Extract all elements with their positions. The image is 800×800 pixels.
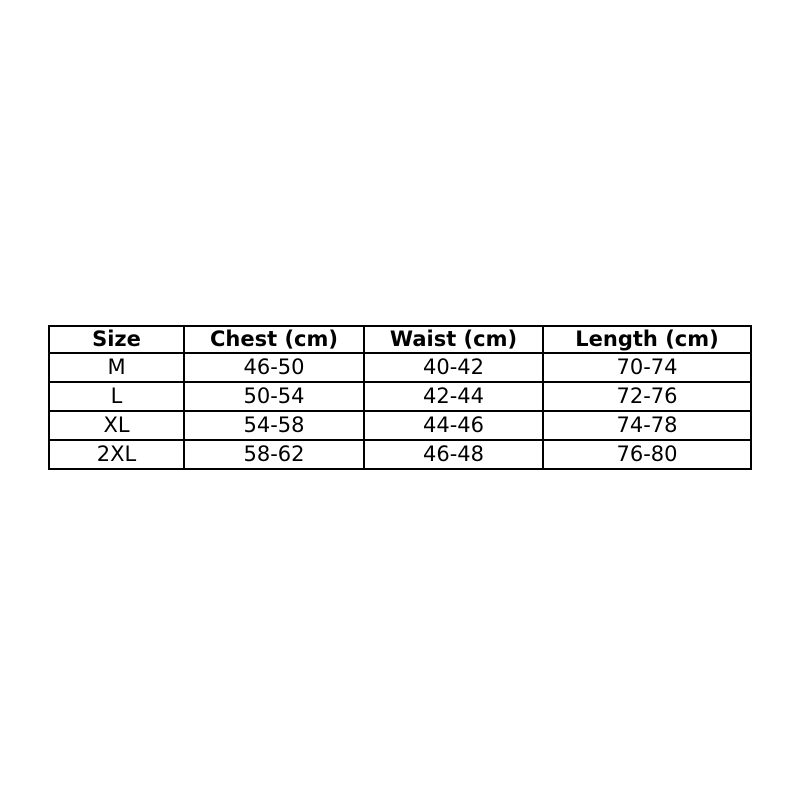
cell-length: 70-74 [543,353,751,382]
cell-length: 74-78 [543,411,751,440]
table-row-2xl [49,440,751,469]
cell-waist: 40-42 [364,353,543,382]
cell-size: XL [49,411,184,440]
cell-size: M [49,353,184,382]
cell-size: 2XL [49,440,184,469]
column-header-size: Size [49,326,184,353]
column-header-length: Length (cm) [543,326,751,353]
cell-chest: 58-62 [184,440,364,469]
cell-length: 72-76 [543,382,751,411]
cell-waist: 46-48 [364,440,543,469]
column-header-chest: Chest (cm) [184,326,364,353]
cell-waist: 42-44 [364,382,543,411]
cell-chest: 54-58 [184,411,364,440]
table-row-m [49,353,751,382]
header-row [49,326,751,353]
cell-waist: 44-46 [364,411,543,440]
table-row-xl [49,411,751,440]
cell-size: L [49,382,184,411]
table-row-l [49,382,751,411]
cell-chest: 50-54 [184,382,364,411]
size-chart-table [48,325,752,470]
cell-chest: 46-50 [184,353,364,382]
cell-length: 76-80 [543,440,751,469]
column-header-waist: Waist (cm) [364,326,543,353]
